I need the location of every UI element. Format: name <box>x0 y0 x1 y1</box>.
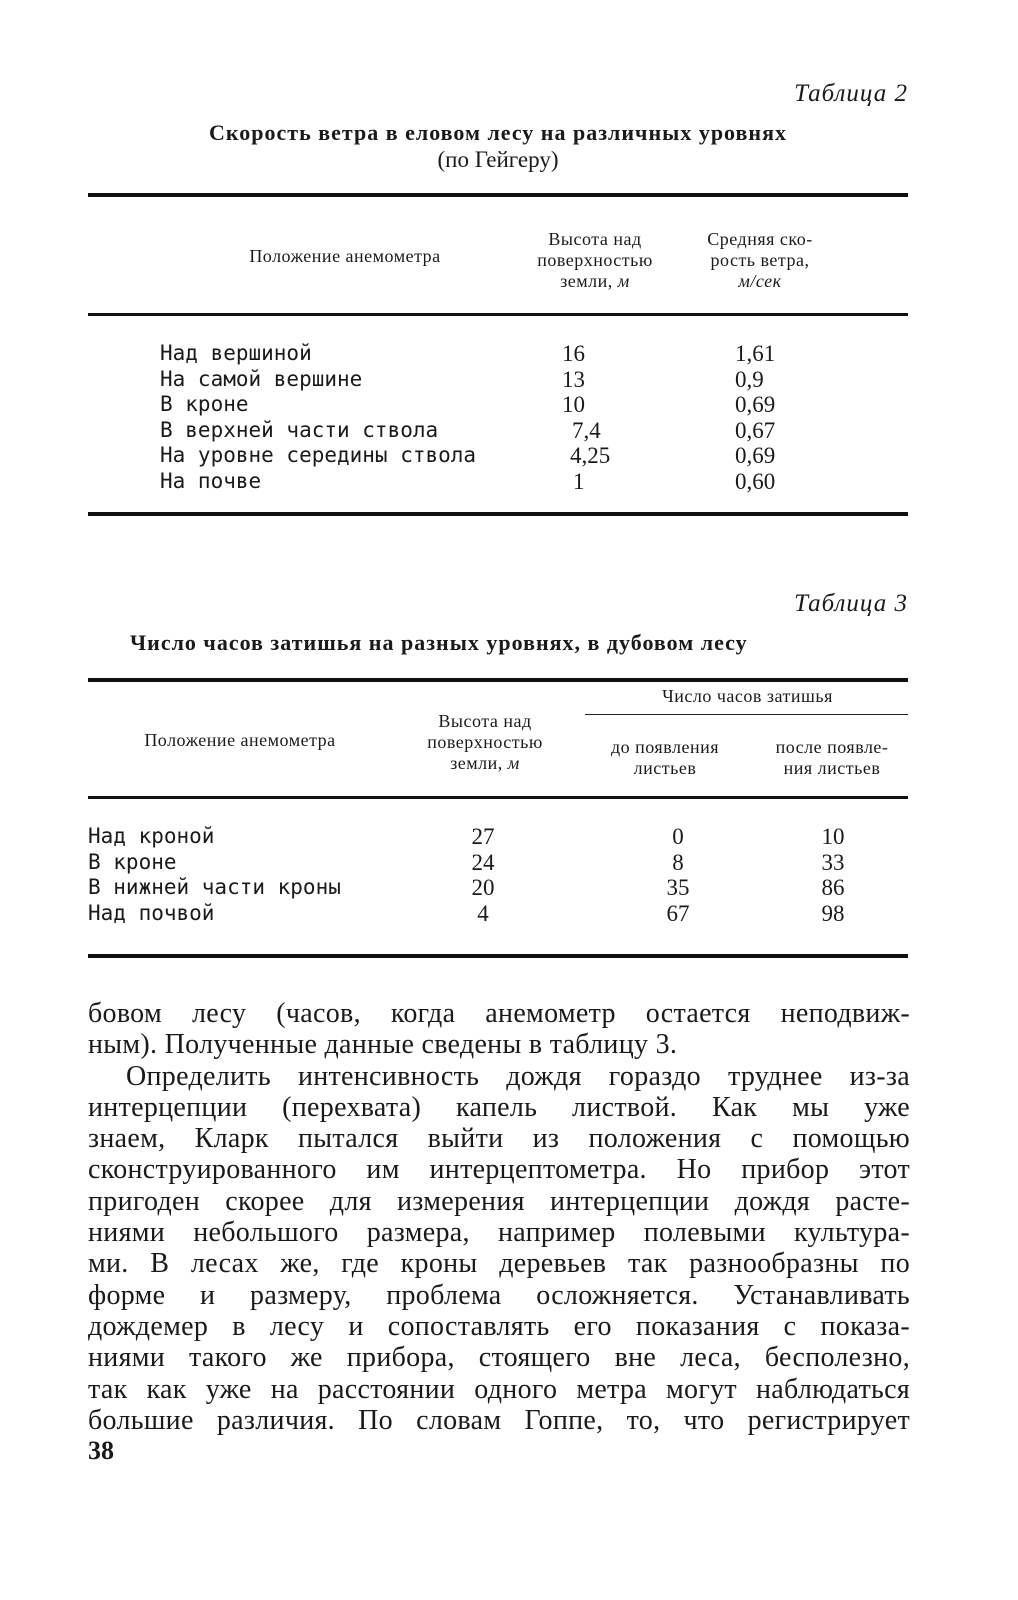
table3-row-before: 8 <box>672 849 684 875</box>
table3-row-before: 35 <box>666 875 690 900</box>
table2-label: Таблица 2 <box>794 80 908 107</box>
table2-row-speed: 0,67 <box>735 417 776 443</box>
table3-title: Число часов затишья на разных уровнях, в дубовом лесу <box>130 630 748 655</box>
table2-row-height: 7,4 <box>572 417 601 443</box>
table2-row-speed: 0,9 <box>735 366 764 392</box>
table3-bottom-rule <box>88 954 908 958</box>
body-line: интерцепции (перехвата) капель листвой. Как мы уже <box>88 1091 910 1123</box>
table2-row-speed: 1,61 <box>735 341 776 366</box>
table3-row-before: 0 <box>672 824 684 849</box>
table3-row-position: В нижней части кроны <box>88 875 341 899</box>
table2-row-position: В кроне <box>160 392 249 416</box>
table3-header-group: Число часов затишья <box>662 686 833 706</box>
table3-group-rule <box>585 714 908 715</box>
table3-header-before: до появления листьев <box>610 737 719 778</box>
body-line: сконструированного им интерцептометра. Но прибор этот <box>88 1154 910 1186</box>
table3-row-before: 67 <box>666 900 690 926</box>
table3-row-position: Над почвой <box>88 900 215 925</box>
table3-row-position: Над кроной <box>88 824 215 848</box>
table2-row-position: В верхней части ствола <box>160 417 439 442</box>
table2-top-rule <box>88 193 908 197</box>
table2-header-speed: Средняя ско- рость ветра, м/сек <box>707 229 813 291</box>
body-line: ным). Полученные данные сведены в таблицу 3. <box>88 1029 678 1061</box>
table2-row-height: 13 <box>562 366 585 392</box>
body-line: большие различия. По словам Гоппе, то, что регистрирует <box>88 1404 910 1436</box>
table2-bottom-rule <box>88 512 908 516</box>
body-paragraphs <box>88 998 910 1436</box>
body-line: бовом лесу (часов, когда анемометр остается неподвиж- <box>88 998 910 1029</box>
table2-row-speed: 0,69 <box>735 443 776 468</box>
body-line: дождемер в лесу и сопоставлять его показания с показа- <box>88 1310 910 1342</box>
table2-row-position: На почве <box>160 468 262 493</box>
table2-row-speed: 0,60 <box>735 468 776 494</box>
table3-row-after: 33 <box>821 849 845 875</box>
table2-header-position: Положение анемометра <box>249 246 441 266</box>
table3-label: Таблица 3 <box>794 590 908 617</box>
table3-header-position: Положение анемометра <box>144 730 336 750</box>
table2-title: Скорость ветра в еловом лесу на различных уровнях <box>209 120 787 145</box>
table3-header-rule <box>88 796 908 799</box>
table3-row-after: 86 <box>821 875 845 900</box>
table2-row-height: 1 <box>573 468 585 494</box>
table3-top-rule <box>88 678 908 682</box>
body-line: знаем, Кларк пытался выйти из положения с помощью <box>88 1123 910 1155</box>
table2-row-position: На самой вершине <box>160 366 363 391</box>
table3-row-height: 27 <box>471 824 495 849</box>
table2-row-position: Над вершиной <box>160 341 312 365</box>
table2-row-position: На уровне середины ствола <box>160 443 477 467</box>
table3-header-after: после появле- ния листьев <box>775 737 889 778</box>
table3-row-height: 24 <box>471 849 495 875</box>
table2-subtitle: (по Гейгеру) <box>437 147 559 172</box>
body-line: ниями небольшого размера, например полевыми культура- <box>88 1217 910 1249</box>
table2-header-height: Высота над поверхностью земли, м <box>537 229 653 291</box>
table3-row-height: 20 <box>471 875 495 900</box>
table3-row-position: В кроне <box>88 849 177 874</box>
table3-row-height: 4 <box>477 900 489 926</box>
table2-row-height: 4,25 <box>570 443 611 468</box>
table2-row-height: 16 <box>562 341 585 366</box>
body-line: пригоден скорее для измерения интерцепции дождя расте- <box>88 1185 910 1217</box>
table3-row-after: 98 <box>821 900 845 926</box>
body-line: ниями такого же прибора, стоящего вне леса, бесполезно, <box>88 1342 910 1374</box>
table2-header-rule <box>88 313 908 316</box>
table2-row-speed: 0,69 <box>735 392 776 417</box>
body-line: так как уже на расстоянии одного метра могут наблюдаться <box>88 1373 910 1405</box>
table2-row-height: 10 <box>562 392 585 417</box>
table3-header-height: Высота над поверхностью земли, м <box>427 711 543 773</box>
page-number: 38 <box>88 1436 114 1465</box>
body-line: Определить интенсивность дождя гораздо труднее из-за <box>126 1060 910 1092</box>
body-line: форме и размеру, проблема осложняется. Устанавливать <box>88 1279 910 1311</box>
body-line: ми. В лесах же, где кроны деревьев так разнообразны по <box>88 1248 910 1280</box>
table3-row-after: 10 <box>821 824 845 849</box>
